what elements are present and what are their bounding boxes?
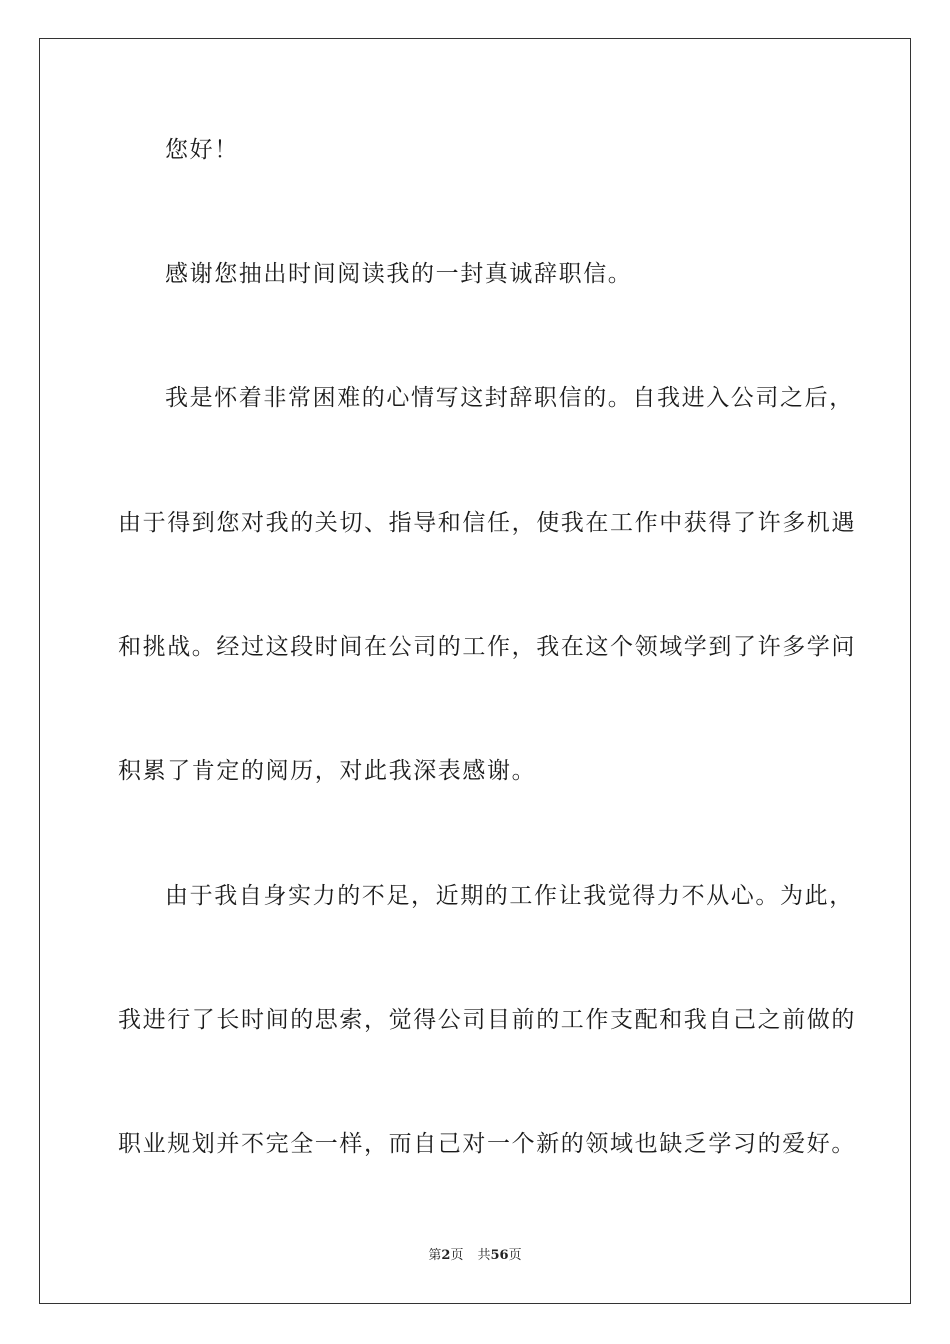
paragraph-line: 和挑战。经过这段时间在公司的工作，我在这个领域学到了许多学问	[118, 634, 856, 660]
paragraph-line: 我进行了长时间的思索，觉得公司目前的工作支配和我自己之前做的	[118, 1007, 856, 1033]
paragraph-line: 我是怀着非常困难的心情写这封辞职信的。自我进入公司之后，	[165, 385, 854, 411]
total-suffix: 页	[508, 1248, 522, 1263]
page-number: 2	[441, 1248, 451, 1263]
total-pages: 56	[490, 1248, 509, 1263]
paragraph-line: 由于我自身实力的不足，近期的工作让我觉得力不从心。为此，	[165, 883, 854, 909]
paragraph-line: 职业规划并不完全一样，而自己对一个新的领域也缺乏学习的爱好。	[118, 1131, 856, 1157]
paragraph-line: 由于得到您对我的关切、指导和信任，使我在工作中获得了许多机遇	[118, 510, 856, 536]
page-suffix: 页	[450, 1248, 464, 1263]
greeting-line: 您好！	[165, 137, 239, 163]
page-prefix: 第	[428, 1248, 442, 1263]
paragraph-line: 积累了肯定的阅历，对此我深表感谢。	[118, 758, 537, 784]
page-footer	[0, 1247, 950, 1265]
paragraph-line: 感谢您抽出时间阅读我的一封真诚辞职信。	[165, 261, 633, 287]
total-prefix: 共	[477, 1248, 491, 1263]
page-frame	[39, 38, 911, 1304]
